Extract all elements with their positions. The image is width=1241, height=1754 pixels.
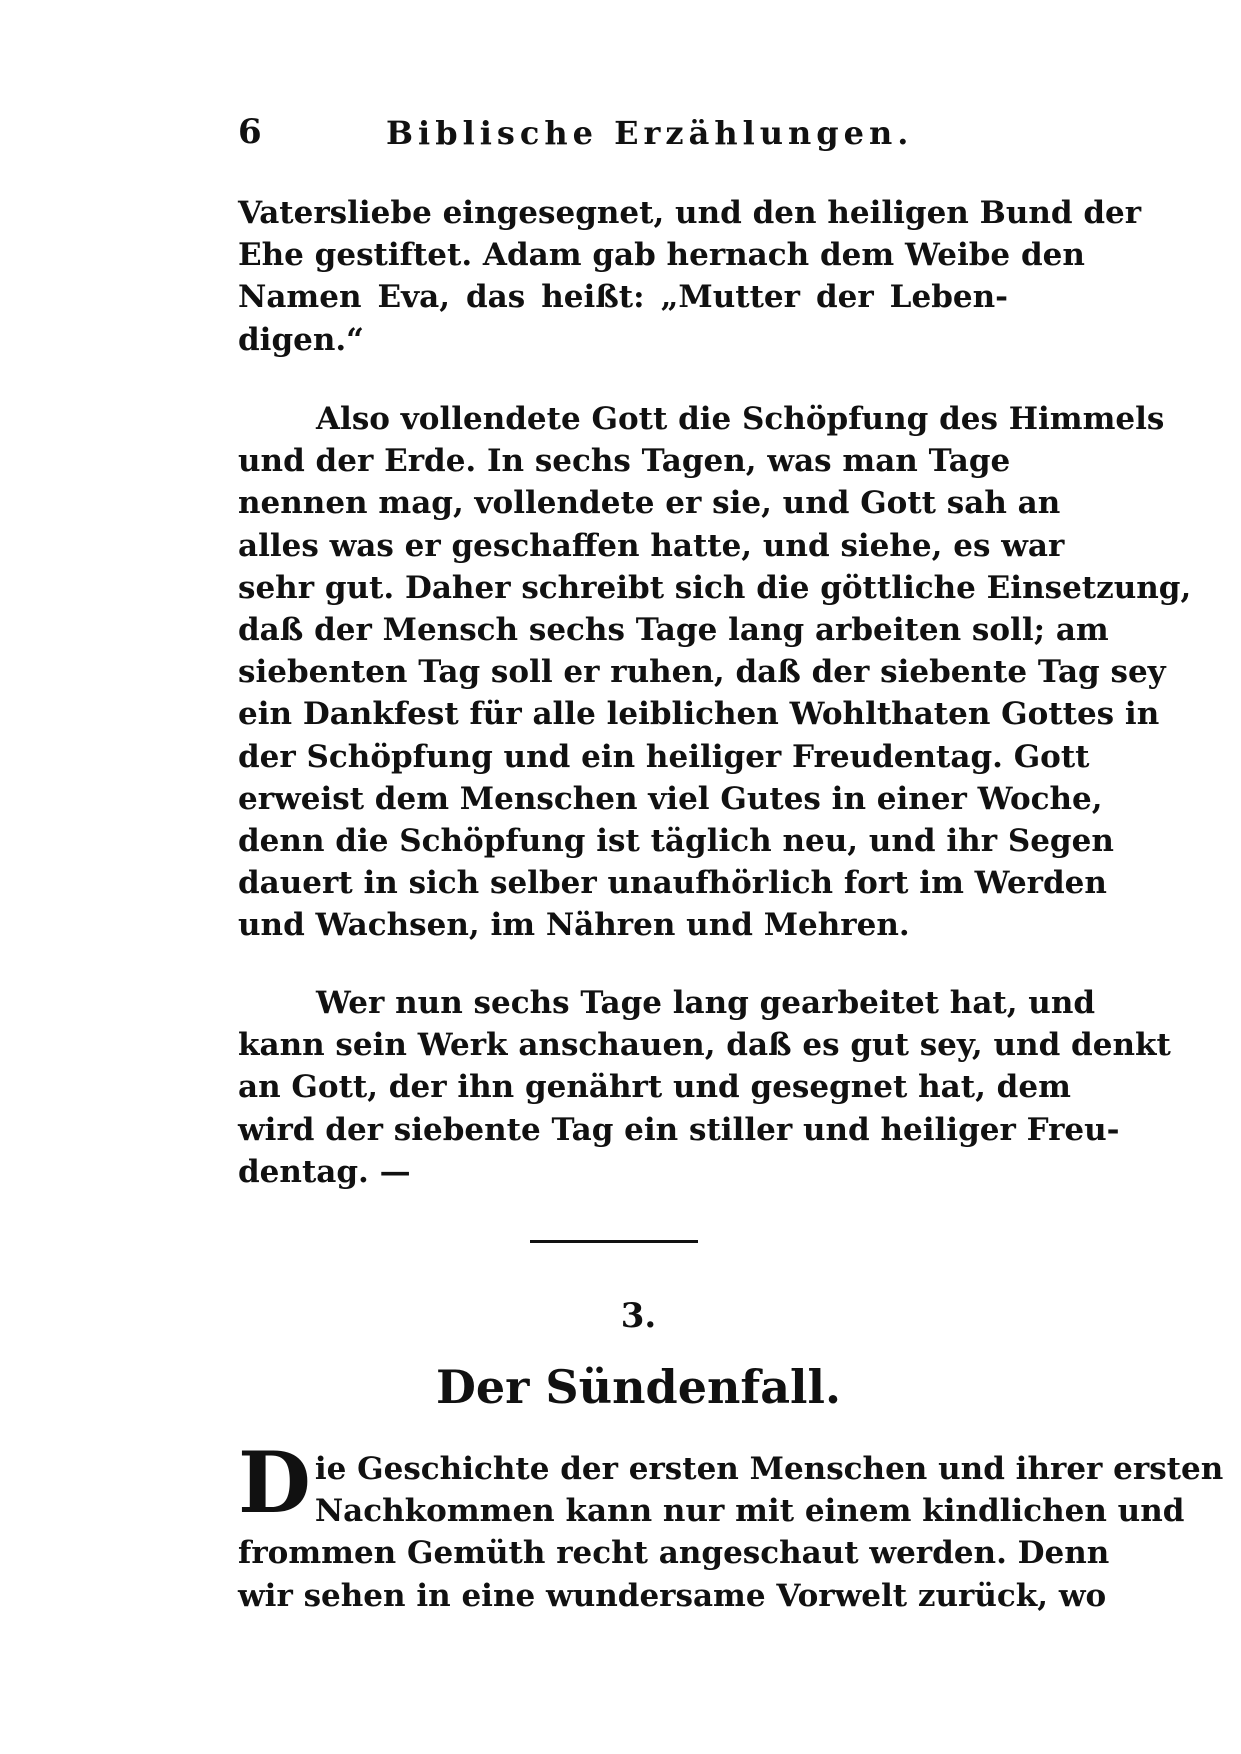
text-line: sehr gut. Daher schreibt sich die göttliche Einsetzung, — [238, 569, 1192, 606]
text-line: kann sein Werk anschauen, daß es gut sey, und denkt — [238, 1027, 1171, 1064]
text-line: Nachkommen kann nur mit einem kindlichen und — [314, 1493, 1185, 1530]
paragraph-4 — [238, 1433, 1224, 1617]
text-line: siebenten Tag soll er ruhen, daß der siebente Tag sey — [238, 654, 1166, 691]
text-line: der Schöpfung und ein heiliger Freudentag. Gott — [238, 738, 1090, 775]
text-line: digen.“ — [238, 321, 365, 358]
section-number: 3. — [620, 1296, 657, 1336]
text-line: und der Erde. In sechs Tagen, was man Tage — [238, 443, 1011, 480]
text-line: nennen mag, vollendete er sie, und Gott sah an — [238, 485, 1061, 522]
page-header — [238, 112, 1008, 162]
text-line: Ehe gestiftet. Adam gab hernach dem Weibe den — [238, 237, 1085, 274]
text-line: Also vollendete Gott die Schöpfung des Himmels — [316, 401, 1165, 437]
section-divider — [530, 1240, 698, 1243]
text-line: dauert in sich selber unaufhörlich fort im Werden — [238, 865, 1107, 902]
section-title: Der Sündenfall. — [436, 1360, 841, 1414]
text-line: erweist dem Menschen viel Gutes in einer Woche, — [238, 780, 1103, 817]
paragraph-1 — [238, 192, 1142, 361]
page-number: 6 — [238, 112, 262, 152]
text-line: Vatersliebe eingesegnet, und den heiligen Bund der — [238, 195, 1142, 231]
text-line: frommen Gemüth recht angeschaut werden. Denn — [238, 1535, 1110, 1572]
drop-cap: D — [238, 1433, 311, 1532]
text-line: ie Geschichte der ersten Menschen und ihrer ersten — [314, 1451, 1224, 1487]
text-line: ein Dankfest für alle leiblichen Wohlthaten Gottes in — [238, 696, 1160, 733]
running-head: Biblische Erzählungen. — [386, 114, 914, 152]
text-line: daß der Mensch sechs Tage lang arbeiten soll; am — [238, 612, 1109, 649]
text-line: denn die Schöpfung ist täglich neu, und ihr Segen — [238, 823, 1114, 860]
text-line: wird der siebente Tag ein stiller und heiliger Freu- — [238, 1111, 1120, 1148]
text-line: alles was er geschaffen hatte, und siehe, es war — [238, 527, 1065, 564]
text-line: an Gott, der ihn genährt und gesegnet hat, dem — [238, 1069, 1071, 1106]
text-line: und Wachsen, im Nähren und Mehren. — [238, 907, 910, 944]
text-line: wir sehen in eine wundersame Vorwelt zurück, wo — [238, 1577, 1107, 1614]
paragraph-2 — [238, 398, 1192, 947]
text-line: Namen Eva, das heißt: „Mutter der Leben- — [238, 279, 1008, 316]
text-line: dentag. — — [238, 1153, 411, 1190]
paragraph-3 — [238, 982, 1171, 1193]
text-line: Wer nun sechs Tage lang gearbeitet hat, und — [316, 985, 1096, 1021]
